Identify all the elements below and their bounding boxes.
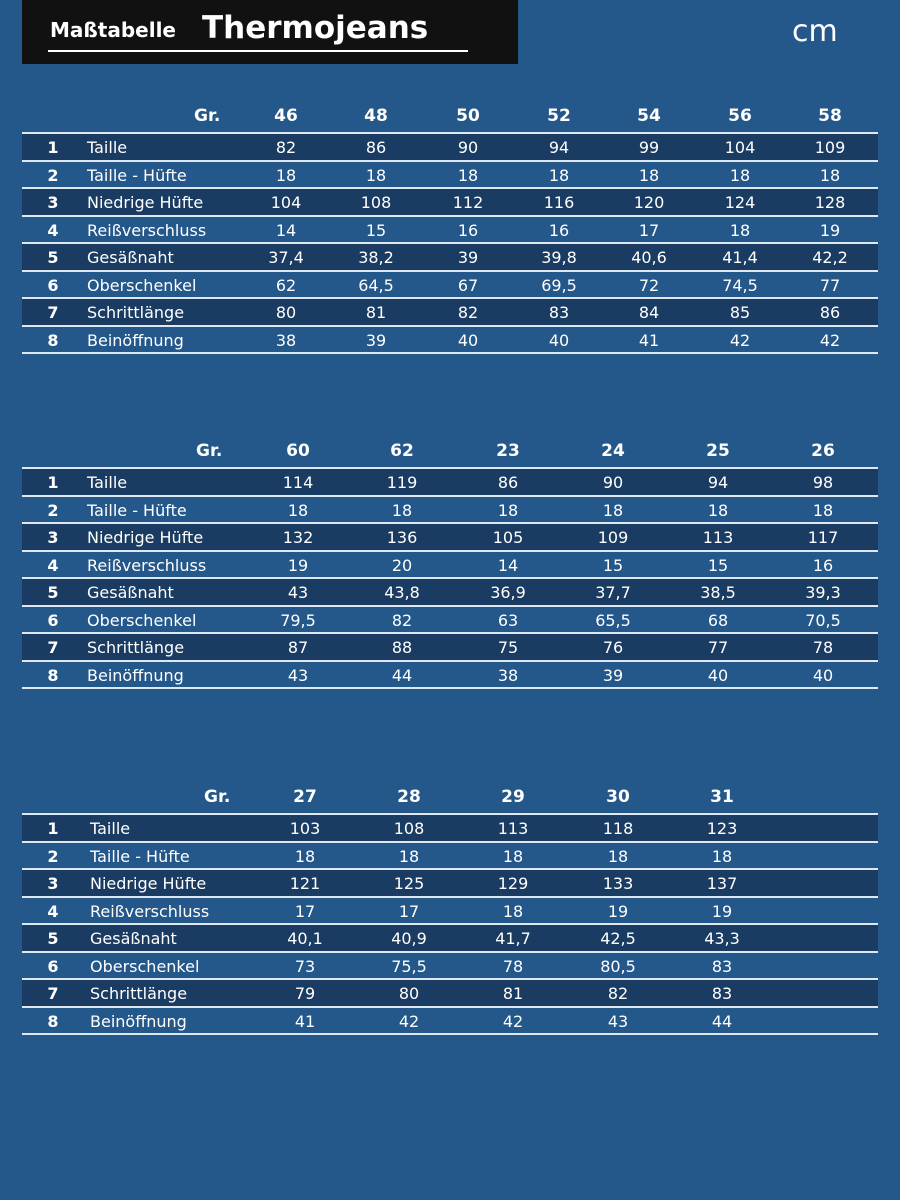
cell-value: 41 — [294, 1011, 316, 1031]
size-header: 25 — [706, 441, 730, 461]
cell-value: 77 — [819, 275, 841, 295]
row-label: Gesäßnaht — [87, 583, 174, 602]
cell-value: 43,8 — [384, 583, 420, 602]
row-number: 1 — [47, 819, 59, 838]
cell-value: 18 — [502, 901, 524, 921]
cell-value: 40,1 — [287, 929, 323, 948]
table-row — [22, 870, 878, 898]
cell-value: 72 — [638, 275, 660, 295]
size-label: Gr. — [196, 441, 223, 461]
table-row — [22, 272, 878, 300]
row-label: Niedrige Hüfte — [87, 528, 204, 547]
cell-value: 85 — [729, 303, 751, 322]
cell-value: 42 — [819, 330, 841, 350]
row-number: 6 — [47, 610, 59, 630]
size-header: 60 — [286, 441, 310, 461]
cell-value: 16 — [548, 220, 570, 240]
cell-value: 38,2 — [358, 248, 394, 267]
row-number: 7 — [47, 984, 59, 1003]
row-label: Gesäßnaht — [87, 248, 174, 267]
cell-value: 129 — [497, 874, 529, 893]
title-banner — [22, 0, 518, 64]
row-number: 4 — [47, 220, 59, 240]
cell-value: 80 — [398, 984, 420, 1003]
row-number: 5 — [47, 248, 59, 267]
cell-value: 133 — [602, 874, 634, 893]
row-label: Reißverschluss — [87, 555, 207, 575]
cell-value: 39 — [602, 665, 624, 685]
cell-value: 90 — [602, 473, 624, 492]
cell-value: 38,5 — [700, 583, 736, 602]
cell-value: 109 — [814, 138, 846, 157]
table-row — [22, 953, 878, 981]
row-number: 1 — [47, 473, 59, 492]
cell-value: 42 — [502, 1011, 524, 1031]
size-header: 48 — [364, 106, 388, 126]
cell-value: 103 — [289, 819, 321, 838]
row-label: Oberschenkel — [87, 275, 197, 295]
row-number: 3 — [47, 874, 59, 893]
size-header: 23 — [496, 441, 520, 461]
cell-value: 41 — [638, 330, 660, 350]
table-row — [22, 327, 878, 355]
cell-value: 70,5 — [805, 610, 841, 630]
cell-value: 64,5 — [358, 275, 394, 295]
cell-value: 18 — [602, 500, 624, 520]
table-row — [22, 299, 878, 327]
cell-value: 14 — [497, 555, 519, 575]
cell-value: 43 — [287, 665, 309, 685]
cell-value: 80 — [275, 303, 297, 322]
cell-value: 105 — [492, 528, 524, 547]
cell-value: 81 — [502, 984, 524, 1003]
cell-value: 18 — [457, 165, 479, 185]
row-label: Reißverschluss — [90, 901, 210, 921]
cell-value: 104 — [270, 193, 302, 212]
cell-value: 18 — [707, 500, 729, 520]
cell-value: 20 — [391, 555, 413, 575]
row-label: Schrittlänge — [87, 303, 185, 322]
row-label: Taille — [87, 138, 128, 157]
row-label: Beinöffnung — [87, 665, 184, 685]
cell-value: 39 — [457, 248, 479, 267]
row-number: 3 — [47, 193, 59, 212]
cell-value: 44 — [391, 665, 413, 685]
cell-value: 40 — [707, 665, 729, 685]
cell-value: 82 — [275, 138, 297, 157]
cell-value: 87 — [287, 638, 309, 657]
cell-value: 18 — [548, 165, 570, 185]
cell-value: 73 — [294, 956, 316, 976]
row-number: 5 — [47, 929, 59, 948]
row-label: Niedrige Hüfte — [87, 193, 204, 212]
cell-value: 17 — [638, 220, 660, 240]
size-header: 50 — [456, 106, 480, 126]
size-header: 46 — [274, 106, 298, 126]
size-label: Gr. — [204, 787, 231, 807]
cell-value: 42 — [398, 1011, 420, 1031]
cell-value: 18 — [275, 165, 297, 185]
unit-label: cm — [792, 14, 838, 49]
cell-value: 18 — [294, 846, 316, 866]
cell-value: 124 — [724, 193, 756, 212]
cell-value: 108 — [360, 193, 392, 212]
table-row — [22, 980, 878, 1008]
cell-value: 83 — [548, 303, 570, 322]
table-row — [22, 497, 878, 525]
cell-value: 15 — [602, 555, 624, 575]
table-row — [22, 162, 878, 190]
cell-value: 121 — [289, 874, 321, 893]
cell-value: 18 — [607, 846, 629, 866]
row-number: 4 — [47, 901, 59, 921]
cell-value: 104 — [724, 138, 756, 157]
cell-value: 18 — [497, 500, 519, 520]
cell-value: 80,5 — [600, 956, 636, 976]
cell-value: 18 — [391, 500, 413, 520]
cell-value: 82 — [607, 984, 629, 1003]
row-label: Taille — [90, 819, 131, 838]
cell-value: 79 — [294, 984, 316, 1003]
table-header-row — [22, 104, 878, 132]
banner-title: Thermojeans — [202, 10, 429, 46]
cell-value: 17 — [294, 901, 316, 921]
cell-value: 40 — [548, 330, 570, 350]
table-row — [22, 524, 878, 552]
cell-value: 39,8 — [541, 248, 577, 267]
size-header: 58 — [818, 106, 842, 126]
size-header: 52 — [547, 106, 571, 126]
size-header: 26 — [811, 441, 835, 461]
cell-value: 39,3 — [805, 583, 841, 602]
cell-value: 41,4 — [722, 248, 758, 267]
row-label: Taille — [87, 473, 128, 492]
row-number: 2 — [47, 165, 59, 185]
cell-value: 18 — [398, 846, 420, 866]
size-header: 28 — [397, 787, 421, 807]
cell-value: 120 — [633, 193, 665, 212]
table-row — [22, 925, 878, 953]
row-number: 5 — [47, 583, 59, 602]
cell-value: 114 — [282, 473, 314, 492]
cell-value: 38 — [497, 665, 519, 685]
cell-value: 19 — [607, 901, 629, 921]
table-row — [22, 552, 878, 580]
row-label: Taille - Hüfte — [90, 846, 190, 866]
size-table-2 — [22, 439, 878, 689]
row-number: 8 — [47, 1011, 59, 1031]
size-header: 24 — [601, 441, 625, 461]
cell-value: 82 — [391, 610, 413, 630]
banner-subtitle: Maßtabelle — [50, 18, 176, 42]
size-header: 31 — [710, 787, 734, 807]
cell-value: 74,5 — [722, 275, 758, 295]
cell-value: 40 — [457, 330, 479, 350]
row-number: 1 — [47, 138, 59, 157]
size-header: 62 — [390, 441, 414, 461]
size-header: 56 — [728, 106, 752, 126]
table-row — [22, 469, 878, 497]
row-label: Schrittlänge — [90, 984, 188, 1003]
cell-value: 63 — [497, 610, 519, 630]
cell-value: 44 — [711, 1011, 733, 1031]
cell-value: 42 — [729, 330, 751, 350]
cell-value: 86 — [365, 138, 387, 157]
cell-value: 18 — [711, 846, 733, 866]
row-number: 3 — [47, 528, 59, 547]
cell-value: 18 — [502, 846, 524, 866]
row-number: 8 — [47, 330, 59, 350]
cell-value: 112 — [452, 193, 484, 212]
cell-value: 94 — [548, 138, 570, 157]
cell-value: 43 — [287, 583, 309, 602]
cell-value: 119 — [386, 473, 418, 492]
cell-value: 43 — [607, 1011, 629, 1031]
cell-value: 113 — [497, 819, 529, 838]
cell-value: 75,5 — [391, 956, 427, 976]
table-header-row — [22, 785, 878, 813]
cell-value: 113 — [702, 528, 734, 547]
cell-value: 38 — [275, 330, 297, 350]
cell-value: 137 — [706, 874, 738, 893]
cell-value: 118 — [602, 819, 634, 838]
row-number: 2 — [47, 846, 59, 866]
table-row — [22, 815, 878, 843]
row-number: 7 — [47, 303, 59, 322]
row-number: 7 — [47, 638, 59, 657]
table-row — [22, 1008, 878, 1036]
cell-value: 39 — [365, 330, 387, 350]
cell-value: 43,3 — [704, 929, 740, 948]
cell-value: 83 — [711, 984, 733, 1003]
cell-value: 41,7 — [495, 929, 531, 948]
cell-value: 67 — [457, 275, 479, 295]
cell-value: 76 — [602, 638, 624, 657]
cell-value: 18 — [287, 500, 309, 520]
cell-value: 19 — [287, 555, 309, 575]
cell-value: 78 — [502, 956, 524, 976]
row-number: 6 — [47, 275, 59, 295]
cell-value: 128 — [814, 193, 846, 212]
row-number: 2 — [47, 500, 59, 520]
size-label: Gr. — [194, 106, 221, 126]
row-label: Oberschenkel — [87, 610, 197, 630]
size-table-1 — [22, 104, 878, 354]
cell-value: 18 — [812, 500, 834, 520]
row-label: Reißverschluss — [87, 220, 207, 240]
cell-value: 77 — [707, 638, 729, 657]
cell-value: 75 — [497, 638, 519, 657]
cell-value: 18 — [365, 165, 387, 185]
row-number: 6 — [47, 956, 59, 976]
table-row — [22, 217, 878, 245]
row-label: Taille - Hüfte — [87, 165, 187, 185]
cell-value: 81 — [365, 303, 387, 322]
cell-value: 117 — [807, 528, 839, 547]
cell-value: 42,2 — [812, 248, 848, 267]
cell-value: 90 — [457, 138, 479, 157]
row-label: Beinöffnung — [90, 1011, 187, 1031]
cell-value: 42,5 — [600, 929, 636, 948]
row-label: Taille - Hüfte — [87, 500, 187, 520]
cell-value: 65,5 — [595, 610, 631, 630]
cell-value: 98 — [812, 473, 834, 492]
cell-value: 86 — [819, 303, 841, 322]
cell-value: 125 — [393, 874, 425, 893]
row-label: Beinöffnung — [87, 330, 184, 350]
row-number: 4 — [47, 555, 59, 575]
size-header: 54 — [637, 106, 661, 126]
size-header: 29 — [501, 787, 525, 807]
cell-value: 40,9 — [391, 929, 427, 948]
table-row — [22, 634, 878, 662]
cell-value: 83 — [711, 956, 733, 976]
cell-value: 68 — [707, 610, 729, 630]
size-header: 30 — [606, 787, 630, 807]
cell-value: 18 — [638, 165, 660, 185]
cell-value: 19 — [711, 901, 733, 921]
cell-value: 14 — [275, 220, 297, 240]
cell-value: 37,7 — [595, 583, 631, 602]
table-row — [22, 134, 878, 162]
cell-value: 86 — [497, 473, 519, 492]
cell-value: 62 — [275, 275, 297, 295]
cell-value: 19 — [819, 220, 841, 240]
cell-value: 15 — [365, 220, 387, 240]
row-label: Gesäßnaht — [90, 929, 177, 948]
cell-value: 16 — [812, 555, 834, 575]
table-row — [22, 607, 878, 635]
table-header-row — [22, 439, 878, 467]
cell-value: 109 — [597, 528, 629, 547]
cell-value: 18 — [729, 220, 751, 240]
cell-value: 123 — [706, 819, 738, 838]
cell-value: 16 — [457, 220, 479, 240]
table-row — [22, 189, 878, 217]
cell-value: 94 — [707, 473, 729, 492]
cell-value: 18 — [819, 165, 841, 185]
cell-value: 40,6 — [631, 248, 667, 267]
cell-value: 84 — [638, 303, 660, 322]
table-row — [22, 244, 878, 272]
banner-underline — [48, 50, 468, 52]
row-label: Schrittlänge — [87, 638, 185, 657]
cell-value: 18 — [729, 165, 751, 185]
table-row — [22, 579, 878, 607]
size-table-3 — [22, 785, 878, 1035]
cell-value: 40 — [812, 665, 834, 685]
cell-value: 37,4 — [268, 248, 304, 267]
cell-value: 79,5 — [280, 610, 316, 630]
cell-value: 69,5 — [541, 275, 577, 295]
cell-value: 88 — [391, 638, 413, 657]
cell-value: 132 — [282, 528, 314, 547]
table-row — [22, 898, 878, 926]
table-row — [22, 662, 878, 690]
table-row — [22, 843, 878, 871]
cell-value: 99 — [638, 138, 660, 157]
row-label: Niedrige Hüfte — [90, 874, 207, 893]
cell-value: 17 — [398, 901, 420, 921]
cell-value: 116 — [543, 193, 575, 212]
size-header: 27 — [293, 787, 317, 807]
cell-value: 15 — [707, 555, 729, 575]
row-number: 8 — [47, 665, 59, 685]
cell-value: 78 — [812, 638, 834, 657]
row-label: Oberschenkel — [90, 956, 200, 976]
cell-value: 136 — [386, 528, 418, 547]
cell-value: 108 — [393, 819, 425, 838]
cell-value: 36,9 — [490, 583, 526, 602]
cell-value: 82 — [457, 303, 479, 322]
